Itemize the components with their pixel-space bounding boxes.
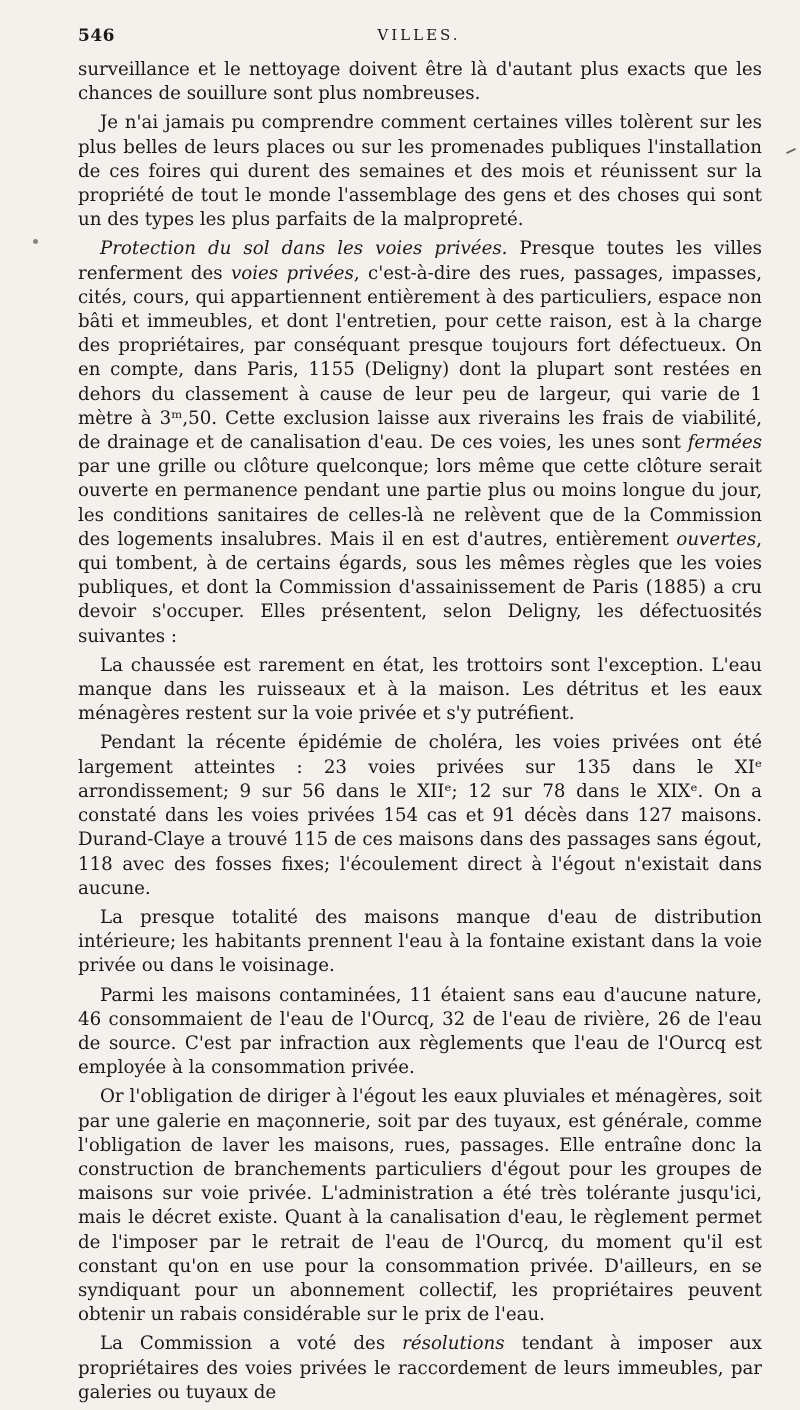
paragraph-commission <box>78 1332 762 1405</box>
margin-mark-dot <box>33 239 38 244</box>
paragraph-cholera: Pendant la récente épidémie de choléra, les voies privées ont été largement atteintes : 23 voies privées sur 135 dans le XIᵉ arrondissement; 9 sur 56 dans le XIIᵉ; 12 sur 78 dans le XIXᵉ. On a constaté dans les voies privées 154 cas et 91 décès dans 127 maisons. Durand-Claye a trouvé 115 de ces maisons dans des passages sans égout, 118 avec des fosses fixes; l'écoulement direct à l'égout n'existait dans aucune. <box>78 732 762 899</box>
paragraph-distribution: La presque totalité des maisons manque d'eau de distribution intérieure; les habitants prennent l'eau à la fontaine existant dans la voie privée ou dans le voisinage. <box>78 906 762 977</box>
page-number: 546 <box>78 26 115 46</box>
text-run: par une grille ou clôture quelconque; lors même que cette clôture serait ouverte en permanence pendant une partie plus ou moins longue du jour, les conditions sanitaires de celles-là ne relèvent que de la Commission des logements insalubres. Mais il en est d'autres, entièrement <box>78 456 762 550</box>
italic-run: résolutions <box>402 1333 505 1355</box>
paragraph-chaussee: La chaussée est rarement en état, les trottoirs sont l'exception. L'eau manque dans les ruisseaux et à la maison. Les détritus et les eaux ménagères restent sur la voie privée et s'y putréfient. <box>78 654 762 725</box>
text-run: , c'est-à-dire des rues, passages, impasses, cités, cours, qui appartiennent entièrement à des particuliers, espace non bâti et immeubles, et dont l'entretien, pour cette raison, est à la charge des propriétaires, par conséquant presque toujours fort défectueux. On en compte, dans Paris, 1155 (Deligny) dont la plupart sont restées en dehors du classement à cause de leur peu de largeur, qui varie de 1 mètre à 3ᵐ,50. Cette exclusion laisse aux riverains les frais de viabilité, de drainage et de canalisation d'eau. De ces voies, les unes sont <box>78 262 763 454</box>
paragraph-voies-privees <box>78 237 762 648</box>
margin-mark-tick <box>786 148 796 154</box>
paragraph-obligation: Or l'obligation de diriger à l'égout les eaux pluviales et ménagères, soit par une galerie en maçonnerie, soit par des tuyaux, est générale, comme l'obligation de laver les maisons, rues, passages. Elle entraîne donc la construction de branchements particuliers d'égout pour les groupes de maisons sur voie privée. L'administration a été très tolérante jusqu'ici, mais le décret existe. Quant à la canalisation d'eau, le règlement permet de l'imposer par le retrait de l'eau de l'Ourcq, du moment qu'il est constant qu'on en use pour la consommation privée. D'ailleurs, en se syndiquant pour un abonnement collectif, les propriétaires peuvent obtenir un rabais considérable sur le prix de l'eau. <box>78 1086 762 1326</box>
running-title: VILLES. <box>377 26 461 44</box>
text-run: La Commission a voté des <box>100 1333 403 1355</box>
italic-run: ouvertes <box>676 528 757 550</box>
text-run: tendant à imposer aux propriétaires des voies privées le raccordement de leurs immeubles, par galeries ou tuyaux de <box>78 1333 763 1403</box>
page-header <box>78 26 760 56</box>
text-run: Presque toutes les villes renferment des <box>78 238 762 284</box>
text-run: , qui tombent, à de certains égards, sous les mêmes règles que les voies publiques, et dont la Commission d'assainissement de Paris (1885) a cru devoir s'occuper. Elles présentent, selon Deligny, les défectuosités suivantes : <box>78 528 762 647</box>
italic-run: fermées <box>687 432 762 454</box>
paragraph-foires: Je n'ai jamais pu comprendre comment certaines villes tolèrent sur les plus belles de leurs places ou sur les promenades publiques l'installation de ces foires qui durent des semaines et des mois et réunissent sur la propriété de tout le monde l'assemblage des gens et des choses qui sont un des types les plus parfaits de la malpropreté. <box>78 112 762 231</box>
paragraph-contaminees: Parmi les maisons contaminées, 11 étaient sans eau d'aucune nature, 46 consommaient de l'eau de l'Ourcq, 32 de l'eau de rivière, 26 de l'eau de source. C'est par infraction aux règlements que l'eau de l'Ourcq est employée à la consommation privée. <box>78 984 762 1079</box>
body-text <box>78 58 762 1410</box>
section-heading: Protection du sol dans les voies privées. <box>100 238 508 260</box>
paragraph-surveillance: surveillance et le nettoyage doivent être là d'autant plus exacts que les chances de souillure sont plus nombreuses. <box>78 59 762 105</box>
italic-run: voies privées <box>230 262 354 284</box>
